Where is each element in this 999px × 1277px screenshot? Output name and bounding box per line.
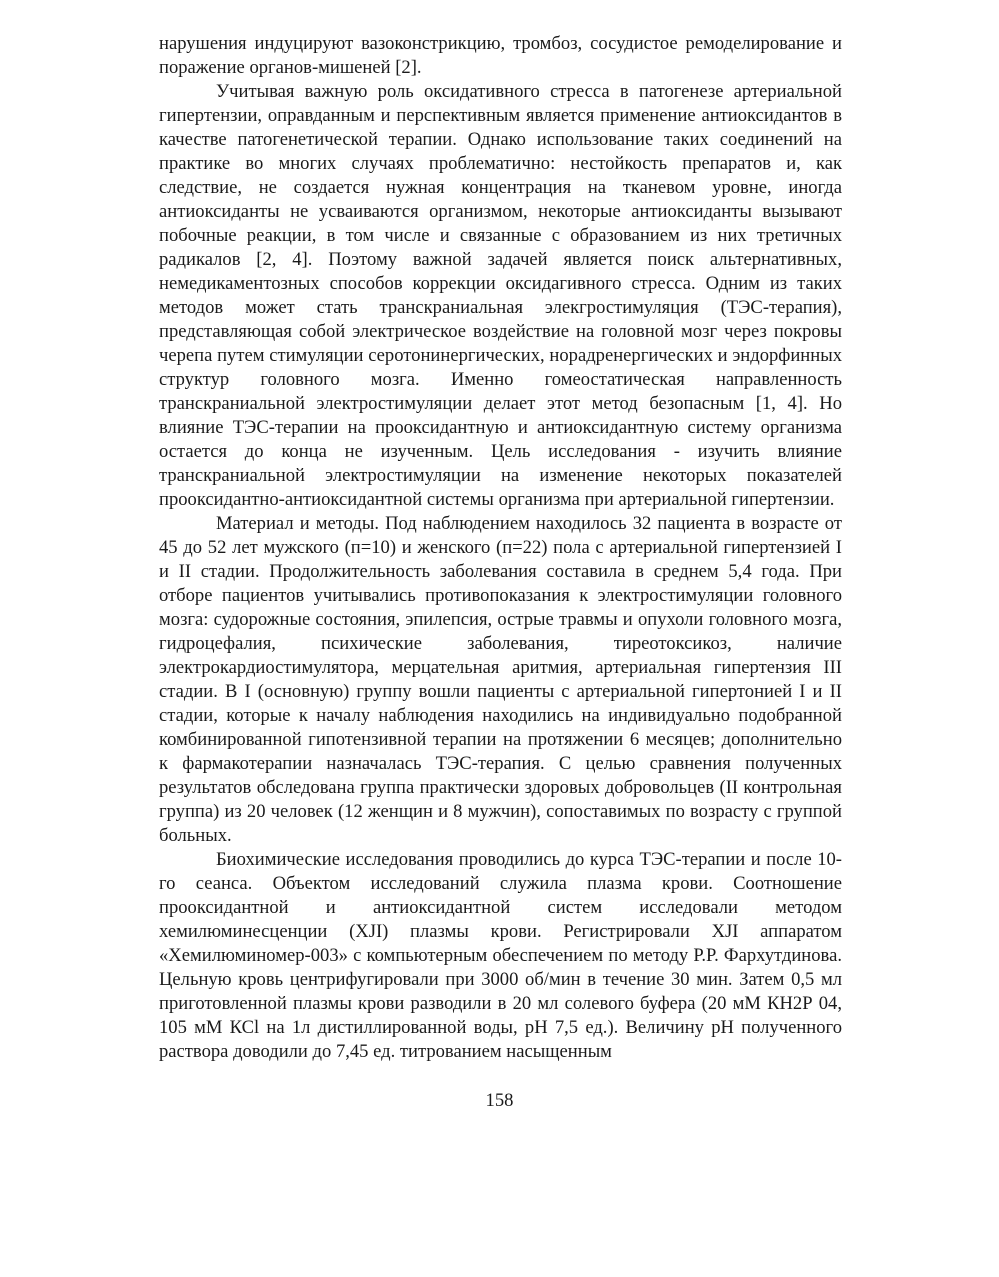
paragraph-materials-methods: Материал и методы. Под наблюдением находилось 32 пациента в возрасте от 45 до 52 лет мужского (п=10) и женского (п=22) пола с артериальной гипертензией I и II стадии. Продолжительность заболевания составила в среднем 5,4 года. При отборе пациентов учитывались противопоказания к электростимуляции головного мозга: судорожные состояния, эпилепсия, острые травмы и опухоли головного мозга, гидроцефалия, психические заболевания, тиреотоксикоз, наличие электрокардиостимулятора, мерцательная аритмия, артериальная гипертензия III стадии. В I (основную) группу вошли пациенты с артериальной гипертонией I и II стадии, которые к началу наблюдения находились на индивидуально подобранной комбинированной гипотензивной терапии на протяжении 6 месяцев; дополнительно к фармакотерапии назначалась ТЭС-терапия. С целью сравнения полученных результатов обследована группа практически здоровых добровольцев (II контрольная группа) из 20 человек (12 женщин и 8 мужчин), сопоставимых по возрасту с группой больных. (159, 513, 842, 846)
paragraph-continuation: нарушения индуцируют вазоконстрикцию, тромбоз, сосудистое ремоделирование и поражение органов-мишеней [2]. (159, 33, 842, 78)
paragraph-introduction: Учитывая важную роль оксидативного стресса в патогенезе артериальной гипертензии, оправданным и перспективным является применение антиоксидантов в качестве патогенетической терапии. Однако использование таких соединений на практике во многих случаях проблематично: нестойкость препаратов и, как следствие, не создается нужная концентрация на тканевом уровне, иногда антиоксиданты не усваиваются организмом, некоторые антиоксиданты вызывают побочные реакции, в том числе и связанные с образованием из них третичных радикалов [2, 4]. Поэтому важной задачей является поиск альтернативных, немедикаментозных способов коррекции оксидагивного стресса. Одним из таких методов может стать транскраниальная элекгростимуляция (ТЭС-терапия), представляющая собой электрическое воздействие на головной мозг через покровы черепа путем стимуляции серотонинергических, норадренергических и эндорфинных структур головного мозга. Именно гомеостатическая направленность транскраниальной электростимуляции делает этот метод безопасным [1, 4]. Но влияние ТЭС-терапии на прооксидантную и антиоксидантную систему организма остается до конца не изученным. Цель исследования - изучить влияние транскраниальной электростимуляции на изменение некоторых показателей прооксидантно-антиоксидантной системы организма при артериальной гипертензии. (159, 81, 842, 510)
paragraph-biochemical-studies: Биохимические исследования проводились до курса ТЭС-терапии и после 10-го сеанса. Объектом исследований служила плазма крови. Соотношение прооксидантной и антиоксидантной систем исследовали методом хемилюминесценции (XJI) плазмы крови. Регистрировали XJI аппаратом «Хемилюминомер-003» с компьютерным обеспечением по методу Р.Р. Фархутдинова. Цельную кровь центрифугировали при 3000 об/мин в течение 30 мин. Затем 0,5 мл приготовленной плазмы крови разводили в 20 мл солевого буфера (20 мМ КН2Р 04, 105 мМ КСl на 1л дистиллированной воды, рН 7,5 ед.). Величину рН полученного раствора доводили до 7,45 ед. титрованием насыщенным (159, 849, 842, 1062)
document-page (159, 32, 842, 1064)
page-number: 158 (485, 1090, 514, 1111)
